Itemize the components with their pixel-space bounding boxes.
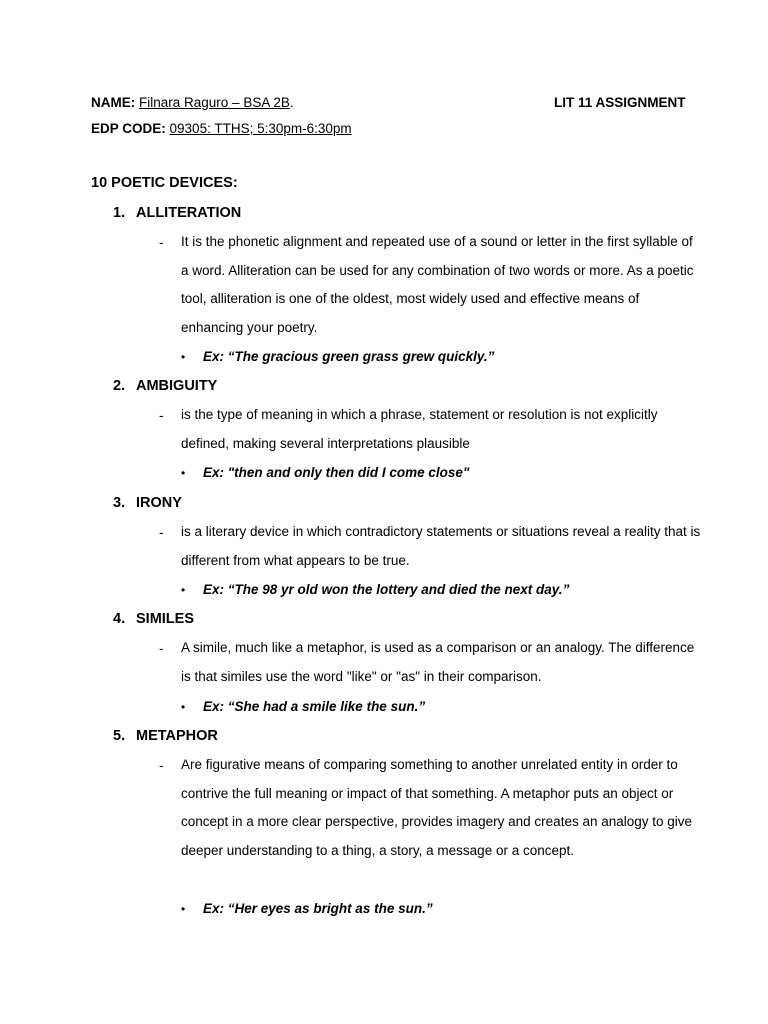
device-3-dash: -	[159, 525, 164, 540]
edp-line	[91, 121, 352, 136]
name-label: NAME:	[91, 95, 136, 110]
section-title: 10 POETIC DEVICES:	[91, 175, 238, 191]
device-1-example: Ex: “The gracious green grass grew quickly.”	[203, 349, 495, 364]
device-3-bullet: •	[181, 583, 186, 597]
device-2-name: AMBIGUITY	[136, 378, 218, 394]
device-5-name: METAPHOR	[136, 728, 218, 744]
edp-label: EDP CODE:	[91, 121, 166, 136]
device-5-example: Ex: “Her eyes as bright as the sun.”	[203, 901, 433, 916]
device-4-bullet: •	[181, 700, 186, 714]
device-2-example: Ex: "then and only then did I come close"	[203, 465, 470, 480]
name-suffix: .	[289, 95, 294, 110]
device-4-example: Ex: “She had a smile like the sun.”	[203, 699, 426, 714]
device-5-number: 5.	[113, 728, 126, 744]
device-3-name: IRONY	[136, 495, 182, 511]
device-4-number: 4.	[113, 611, 126, 627]
device-2-dash: -	[159, 408, 164, 423]
device-1-number: 1.	[113, 205, 126, 221]
device-5-bullet: •	[181, 902, 186, 916]
device-3-example: Ex: “The 98 yr old won the lottery and died the next day.”	[203, 582, 570, 597]
device-2-definition: is the type of meaning in which a phrase, statement or resolution is not explicitly defined, making several interpretations plausible	[181, 407, 658, 451]
device-4-dash: -	[159, 641, 164, 656]
device-1-bullet: •	[181, 350, 186, 364]
device-4-name: SIMILES	[136, 611, 195, 627]
device-4-definition: A simile, much like a metaphor, is used as a comparison or an analogy. The difference is that similes use the word "like" or "as" in their comparison.	[181, 640, 695, 684]
name-line	[91, 95, 294, 110]
device-2-number: 2.	[113, 378, 126, 394]
device-3-number: 3.	[113, 495, 126, 511]
device-2-bullet: •	[181, 466, 186, 480]
device-1-definition: It is the phonetic alignment and repeated use of a sound or letter in the first syllable of a word. Alliteration can be used for any combination of two words or more. As a poetic tool, alliteration is one of the oldest, most widely used and effective means of enhancing your poetry.	[181, 234, 694, 335]
edp-value: 09305: TTHS; 5:30pm-6:30pm	[169, 121, 352, 136]
device-5-definition: Are figurative means of comparing something to another unrelated entity in order to contrive the full meaning or impact of that something. A metaphor puts an object or concept in a more clear perspective, provides imagery and creates an analogy to give deeper understanding to a thing, a story, a message or a concept.	[181, 757, 693, 858]
device-5-dash: -	[159, 758, 164, 773]
name-value: Filnara Raguro – BSA 2B	[139, 95, 290, 110]
device-1-name: ALLITERATION	[136, 205, 242, 221]
device-1-dash: -	[159, 235, 164, 250]
device-3-definition: is a literary device in which contradictory statements or situations reveal a reality that is different from what appears to be true.	[181, 524, 701, 568]
course-title: LIT 11 ASSIGNMENT	[554, 95, 686, 110]
